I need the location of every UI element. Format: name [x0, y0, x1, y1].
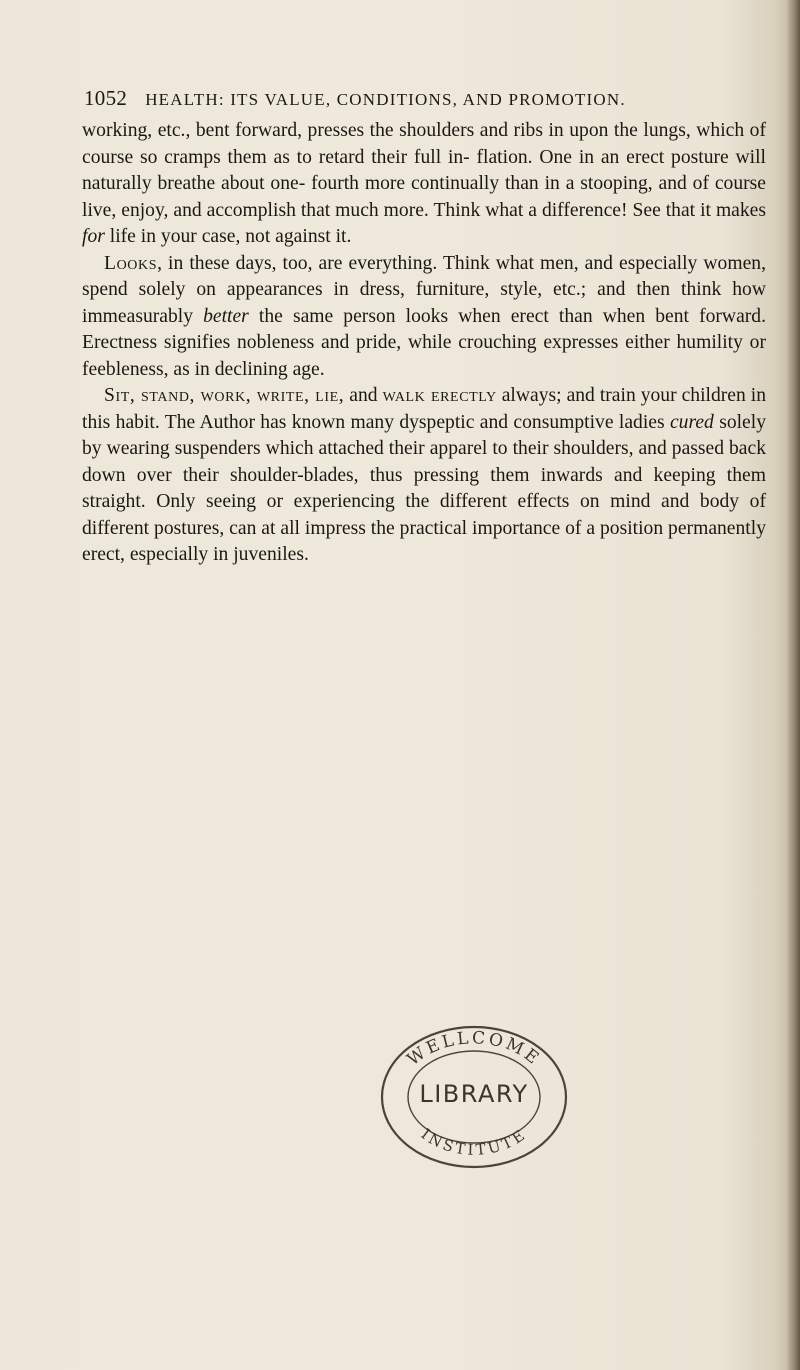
paragraph-1-tail: life in your case, not against it.: [104, 226, 352, 247]
paragraph-1-emphasis: for: [82, 226, 105, 247]
paragraph-2-emphasis: better: [203, 305, 249, 327]
paragraph-3-emphasis: cured: [669, 411, 714, 433]
paragraph-1-text: working, etc., bent forward, presses the shoulders and ribs in upon the lungs, which of course so cramps them as to retard their full in- flation. One in an erect posture will naturally breathe about one- fourth more continually than in a stooping, and of course live, enjoy, and accomplish that much more. Think what a difference! See that it makes: [82, 120, 766, 221]
stamp-bottom-text: INSTITUTE: [417, 1124, 531, 1159]
paragraph-2-text-a: , in these days, too, are everything. Think what men, and especially women, spend solely on appearances in dress, furniture, style, etc.; and then think how immeasurably: [82, 252, 766, 327]
stamp-top-text: WELLCOME: [403, 1028, 545, 1071]
paragraph-3-lead: Sit, stand, work, write, lie,: [104, 385, 345, 406]
paragraph-3-text-b: always; and train your children in this habit. The Author has known many dyspeptic and consumptive ladies: [82, 385, 767, 433]
paragraph-2: [82, 251, 766, 384]
paragraph-1: [82, 118, 766, 251]
running-head: HEALTH: ITS VALUE, CONDITIONS, AND PROMOTION.: [145, 90, 626, 109]
library-stamp: [377, 1022, 571, 1172]
body-text: [82, 118, 766, 569]
paragraph-3-text-c: solely by wearing suspenders which attached their apparel to their shoulders, and passed back down over their shoulder-blades, thus pressing them inwards and keeping them straight. Only seeing or experiencing the different effects on mind and body of different postures, can at all impress the practical importance of a position permanently erect, especially in juveniles.: [82, 411, 766, 565]
page-number: 1052: [84, 86, 128, 110]
paragraph-3-text-a: and: [344, 385, 383, 406]
page-edge-shadow: [786, 0, 800, 1370]
paragraph-2-text-b: the same person looks when erect than when bent forward. Erectness signifies nobleness and pride, while crouching expresses either humility or feebleness, as in declining age.: [82, 305, 766, 380]
paragraph-3-lead-2: walk erectly: [382, 385, 497, 406]
page-header: [84, 86, 724, 111]
stamp-center-text: LIBRARY: [419, 1080, 529, 1108]
paragraph-3: [82, 383, 766, 569]
paragraph-2-lead: Looks: [104, 252, 158, 274]
